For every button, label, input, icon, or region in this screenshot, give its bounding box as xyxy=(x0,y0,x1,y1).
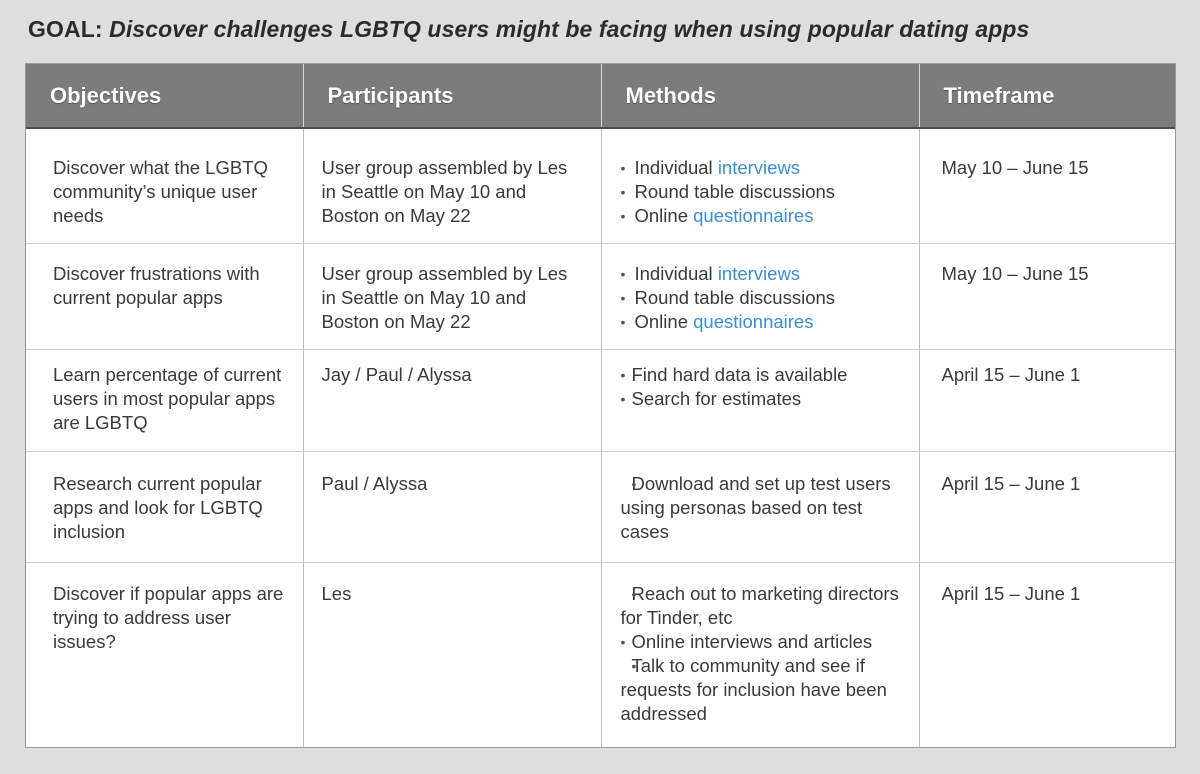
methods-list xyxy=(621,582,905,726)
method-item: • Find hard data is available xyxy=(621,363,905,387)
header-methods: Methods xyxy=(601,64,919,128)
timeframe-cell: April 15 – June 1 xyxy=(919,349,1175,451)
method-item: • Talk to community and see if requests for inclusion have been addressed xyxy=(621,654,905,726)
header-timeframe: Timeframe xyxy=(919,64,1175,128)
questionnaires-link[interactable]: questionnaires xyxy=(693,205,814,226)
participants-cell: User group assembled by Les in Seattle on May 10 and Boston on May 22 xyxy=(303,243,601,349)
objective-cell: Discover if popular apps are trying to address user issues? xyxy=(26,562,303,747)
method-item: • Reach out to marketing directors for Tinder, etc xyxy=(621,582,905,630)
participants-cell: Paul / Alyssa xyxy=(303,451,601,562)
method-item: • Round table discussions xyxy=(621,286,905,310)
questionnaires-link[interactable]: questionnaires xyxy=(693,310,814,332)
table-row xyxy=(26,243,1175,349)
header-objectives: Objectives xyxy=(26,64,303,128)
timeframe-cell: May 10 – June 15 xyxy=(919,243,1175,349)
method-item: • Download and set up test users using personas based on test cases xyxy=(621,472,905,544)
table-header-row xyxy=(26,64,1175,128)
method-item: • Online interviews and articles xyxy=(621,630,905,654)
objective-cell: Discover frustrations with current popular apps xyxy=(26,243,303,349)
research-plan-table xyxy=(25,63,1176,748)
participants-cell: User group assembled by Les in Seattle on May 10 and Boston on May 22 xyxy=(303,128,601,243)
timeframe-cell: May 10 – June 15 xyxy=(919,128,1175,243)
method-item: • Online questionnaires xyxy=(621,204,905,228)
methods-list xyxy=(621,156,905,228)
timeframe-cell: April 15 – June 1 xyxy=(941,582,1081,604)
objective-cell: Learn percentage of current users in most popular apps are LGBTQ xyxy=(26,349,303,451)
methods-list xyxy=(621,363,905,411)
methods-cell xyxy=(601,243,919,349)
method-item: • Individual interviews xyxy=(621,156,905,180)
method-item: • Online questionnaires xyxy=(621,310,905,334)
methods-cell xyxy=(601,349,919,451)
methods-cell xyxy=(601,128,919,243)
header-participants: Participants xyxy=(303,64,601,128)
goal-heading xyxy=(28,16,1029,43)
participants-cell: Les xyxy=(303,562,601,747)
table-row xyxy=(26,451,1175,562)
objective-cell: Research current popular apps and look for LGBTQ inclusion xyxy=(26,451,303,562)
table-row xyxy=(26,562,1175,747)
methods-list xyxy=(621,262,905,334)
method-item: • Round table discussions xyxy=(621,180,905,204)
table-row xyxy=(26,349,1175,451)
table-row xyxy=(26,128,1175,243)
timeframe-cell: April 15 – June 1 xyxy=(919,451,1175,562)
methods-cell xyxy=(601,562,919,747)
goal-label: GOAL: xyxy=(28,16,103,42)
method-item: • Individual interviews xyxy=(621,262,905,286)
method-item: • Search for estimates xyxy=(621,387,905,411)
participants-cell: Jay / Paul / Alyssa xyxy=(303,349,601,451)
methods-list xyxy=(621,472,905,544)
interviews-link[interactable]: interviews xyxy=(717,157,801,178)
methods-cell xyxy=(601,451,919,562)
objective-cell: Discover what the LGBTQ community’s unique user needs xyxy=(26,128,303,243)
interviews-link[interactable]: interviews xyxy=(717,262,801,284)
goal-text: Discover challenges LGBTQ users might be facing when using popular dating apps xyxy=(109,16,1030,42)
